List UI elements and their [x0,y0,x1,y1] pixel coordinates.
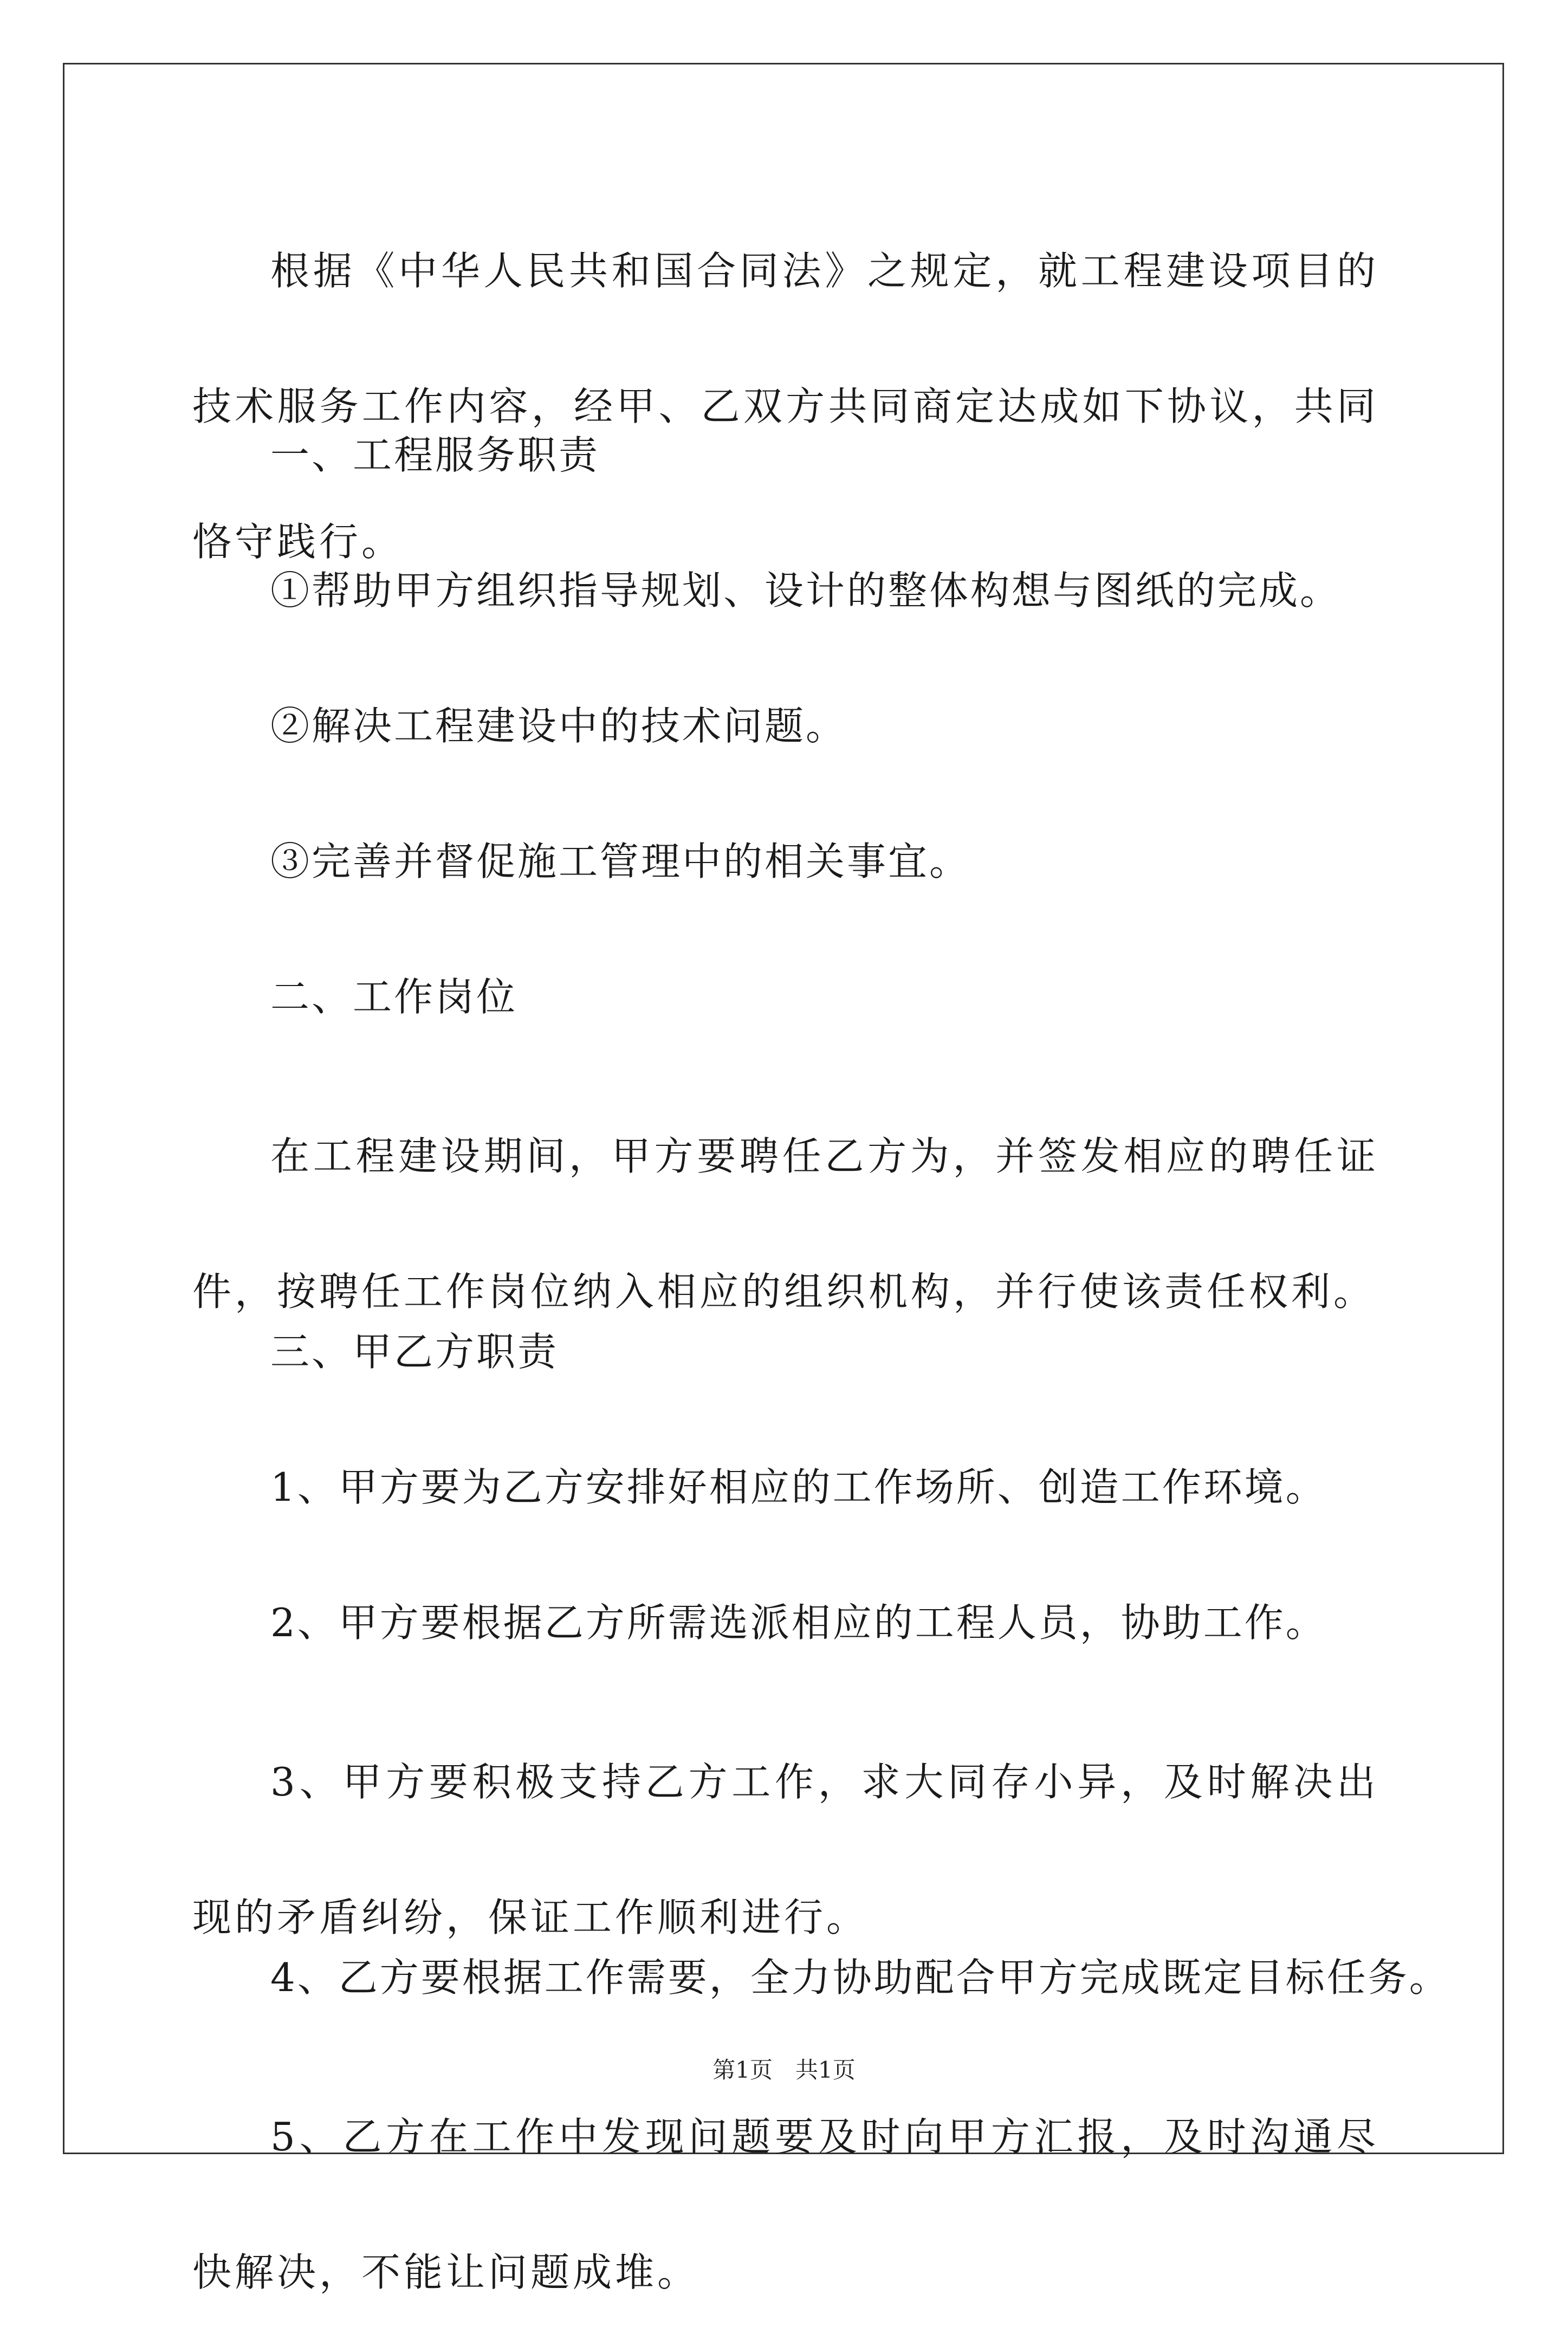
list-item: ②解决工程建设中的技术问题。 [270,703,847,749]
list-item: 3、甲方要积极支持乙方工作，求大同存小异，及时解决出现的矛盾纠纷，保证工作顺利进行。 [192,1759,1379,1940]
paragraph-position: 在工程建设期间，甲方要聘任乙方为，并签发相应的聘任证件，按聘任工作岗位纳入相应的组织机构，并行使该责任权利。 [192,1133,1379,1314]
list-item: 2、甲方要根据乙方所需选派相应的工程人员，协助工作。 [270,1600,1327,1645]
list-item: ①帮助甲方组织指导规划、设计的整体构想与图纸的完成。 [270,568,1342,613]
heading-section-2: 二、工作岗位 [270,974,518,1020]
list-item: ③完善并督促施工管理中的相关事宜。 [270,839,971,884]
paragraph-intro: 根据《中华人民共和国合同法》之规定，就工程建设项目的技术服务工作内容，经甲、乙双方共同商定达成如下协议，共同恪守践行。 [192,248,1379,565]
list-item: 1、甲方要为乙方安排好相应的工作场所、创造工作环境。 [270,1464,1327,1510]
list-item: 4、乙方要根据工作需要，全力协助配合甲方完成既定目标任务。 [270,1955,1450,2000]
page-number: 第1页 共1页 [712,2057,856,2083]
heading-section-1: 一、工程服务职责 [270,432,600,478]
heading-section-3: 三、甲乙方职责 [270,1329,559,1375]
list-item: 5、乙方在工作中发现问题要及时向甲方汇报，及时沟通尽快解决，不能让问题成堆。 [192,2114,1379,2295]
